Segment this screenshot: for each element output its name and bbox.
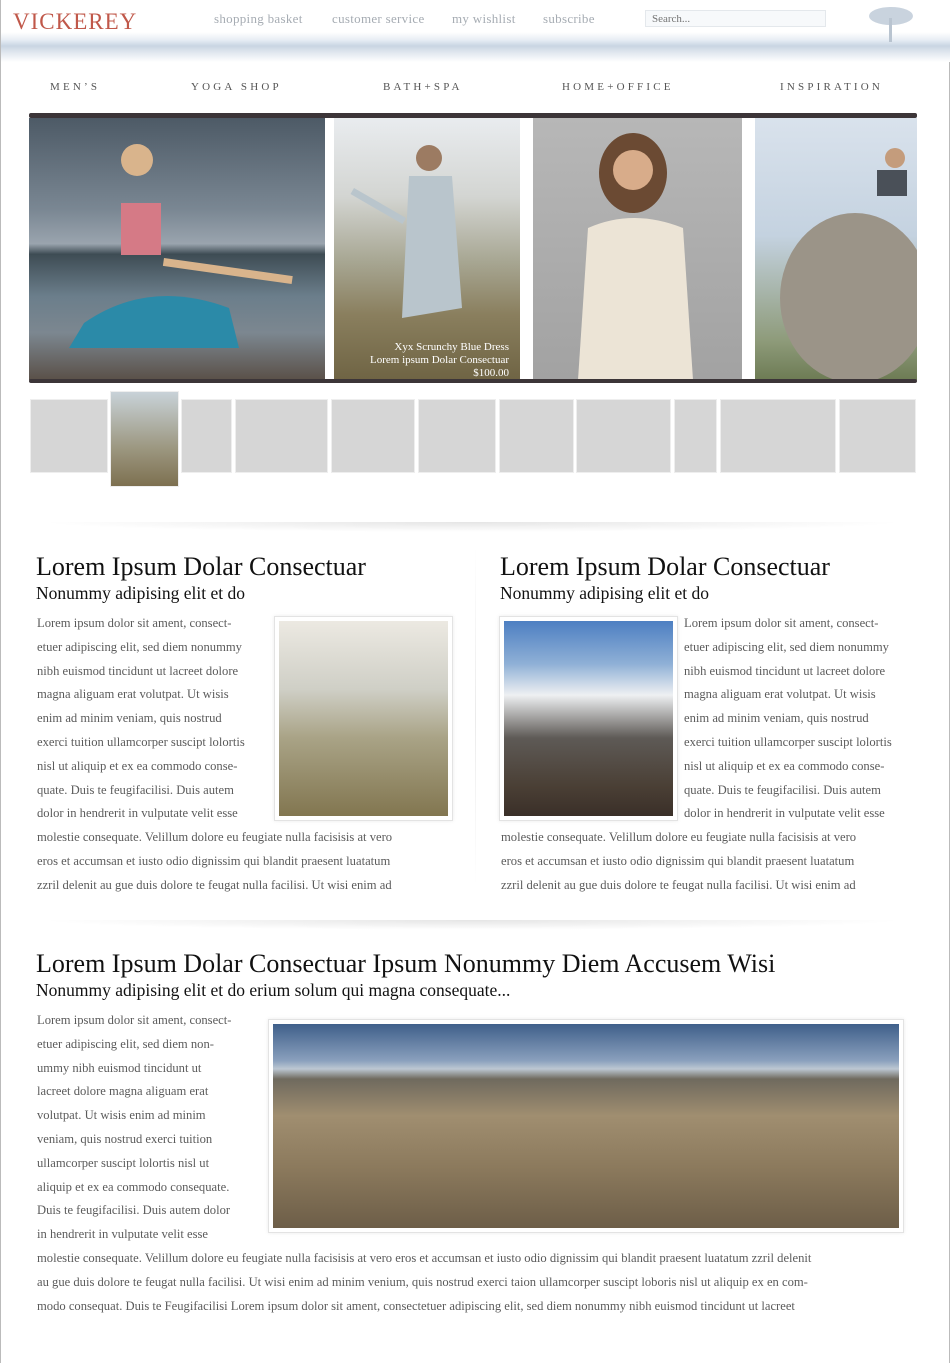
thumbnail-active[interactable] xyxy=(110,391,179,487)
section1-title: Lorem Ipsum Dolar Consectuar xyxy=(36,552,366,581)
section2-subtitle: Nonummy adipising elit et do xyxy=(500,583,710,603)
thumbnail[interactable] xyxy=(720,399,836,473)
section-divider xyxy=(37,920,907,930)
body-line: nibh euismod tincidunt ut lacreet dolore xyxy=(37,663,239,678)
hero-caption-price: $100.00 xyxy=(473,367,509,379)
body-line: Lorem ipsum dolor sit ament, consect- xyxy=(684,616,879,630)
thumbnail-strip xyxy=(30,399,916,487)
shopping-basket-link[interactable]: shopping basket xyxy=(214,11,303,26)
body-line: eros et accumsan et iusto odio dignissim qui blandit praesent luatatum xyxy=(37,853,391,868)
hero-image-yoga-lake[interactable] xyxy=(29,118,325,380)
body-line: zzril delenit au gue duis dolore te feugat nulla facilisi. Ut wisi enim ad xyxy=(37,877,392,892)
nav-yoga-shop[interactable]: YOGA SHOP xyxy=(191,81,282,93)
thumbnail[interactable] xyxy=(839,399,916,473)
section2-body xyxy=(501,612,892,898)
hero-caption-subtitle: Lorem ipsum Dolar Consectuar xyxy=(370,354,509,366)
nav-inspiration[interactable]: INSPIRATION xyxy=(780,81,884,93)
body-line: molestie consequate. Velillum dolore eu feugiate nulla facisisis at vero xyxy=(501,830,857,845)
body-line: au gue duis dolore te feugat nulla facilisi. Ut wisi enim ad minim venium, quis nostrud exerci taion ullamcorper suscipt loboris nisl ut aliquip ex en com- xyxy=(37,1274,808,1289)
thumbnail[interactable] xyxy=(331,399,415,473)
woman-figure-icon xyxy=(533,118,742,380)
thumbnail[interactable] xyxy=(235,399,328,473)
section3-subtitle: Nonummy adipising elit et do erium solum qui magna consequate... xyxy=(36,980,511,1000)
nav-mens[interactable]: MEN’S xyxy=(50,81,101,93)
subscribe-link[interactable]: subscribe xyxy=(543,11,595,26)
body-line: magna aliguam erat volutpat. Ut wisis xyxy=(684,687,876,702)
body-line: nibh euismod tincidunt ut lacreet dolore xyxy=(684,663,886,678)
thumbnail[interactable] xyxy=(576,399,671,473)
body-line: ullamcorper suscipt lolortis nisl ut xyxy=(37,1155,210,1170)
search-input[interactable] xyxy=(645,10,826,27)
body-line: lacreet dolore magna aliguam erat xyxy=(37,1084,209,1099)
thumbnail[interactable] xyxy=(30,399,108,473)
body-line: dolor in hendrerit in vulputate velit esse xyxy=(684,806,885,821)
body-line: nisl ut aliquip et ex ea commodo conse- xyxy=(37,758,238,773)
section1-subtitle: Nonummy adipising elit et do xyxy=(36,583,246,603)
body-line: dolor in hendrerit in vulputate velit esse xyxy=(37,806,238,821)
tree-icon xyxy=(861,4,921,44)
body-line: veniam, quis nostrud exerci tuition xyxy=(37,1131,213,1146)
body-line: exerci tuition ullamcorper suscipt lolortis xyxy=(37,734,245,749)
body-line: Lorem ipsum dolor sit ament, consect- xyxy=(37,616,232,630)
body-line: aliquip et ex ea commodo consequate. xyxy=(37,1179,230,1194)
body-line: molestie consequate. Velillum dolore eu feugiate nulla facisisis at vero eros et accumsan et iusto odio dignissim qui blandit praesent luatatum zzril delenit xyxy=(37,1250,812,1265)
customer-service-link[interactable]: customer service xyxy=(332,11,425,26)
body-line: quate. Duis te feugifacilisi. Duis autem xyxy=(684,782,881,797)
section2-title: Lorem Ipsum Dolar Consectuar xyxy=(500,552,830,581)
body-line: in hendrerit in vulputate velit esse xyxy=(37,1227,209,1242)
nav-bath-spa[interactable]: BATH+SPA xyxy=(383,81,463,93)
body-line: Duis te feugifacilisi. Duis autem dolor xyxy=(37,1203,231,1218)
body-line: eros et accumsan et iusto odio dignissim qui blandit praesent luatatum xyxy=(501,853,855,868)
body-line: ummy nibh euismod tincidunt ut xyxy=(37,1060,202,1075)
body-line: nisl ut aliquip et ex ea commodo conse- xyxy=(684,758,885,773)
wishlist-link[interactable]: my wishlist xyxy=(452,11,516,26)
logo[interactable]: VICKEREY xyxy=(13,9,138,34)
thumbnail[interactable] xyxy=(499,399,574,473)
section3-body xyxy=(37,1009,811,1318)
section3-title: Lorem Ipsum Dolar Consectuar Ipsum Nonummy Diem Accusem Wisi xyxy=(36,949,776,978)
body-line: molestie consequate. Velillum dolore eu feugiate nulla facisisis at vero xyxy=(37,830,393,845)
column-divider xyxy=(475,546,476,886)
rock-icon xyxy=(755,118,917,380)
thumbnail[interactable] xyxy=(674,399,717,473)
hero-bottom-stroke xyxy=(29,379,917,383)
body-line: etuer adipiscing elit, sed diem nonummy xyxy=(684,639,889,654)
thumbnail[interactable] xyxy=(418,399,496,473)
yoga-figure-icon xyxy=(29,118,325,380)
hero-image-rock[interactable] xyxy=(755,118,917,380)
body-line: enim ad minim veniam, quis nostrud xyxy=(684,711,869,726)
body-line: zzril delenit au gue duis dolore te feugat nulla facilisi. Ut wisi enim ad xyxy=(501,877,856,892)
thumbnail[interactable] xyxy=(181,399,232,473)
body-line: Lorem ipsum dolor sit ament, consect- xyxy=(37,1013,232,1027)
body-line: quate. Duis te feugifacilisi. Duis autem xyxy=(37,782,234,797)
section-divider xyxy=(37,522,907,532)
hero-caption xyxy=(349,341,509,380)
body-line: enim ad minim veniam, quis nostrud xyxy=(37,711,222,726)
body-line: etuer adipiscing elit, sed diem nonummy xyxy=(37,639,242,654)
body-line: exerci tuition ullamcorper suscipt lolortis xyxy=(684,734,892,749)
body-line: etuer adipiscing elit, sed diem non- xyxy=(37,1036,214,1051)
body-line: volutpat. Ut wisis enim ad minim xyxy=(37,1108,206,1123)
hero-image-smiling-woman[interactable] xyxy=(533,118,742,380)
body-line: magna aliguam erat volutpat. Ut wisis xyxy=(37,687,229,702)
nav-home-office[interactable]: HOME+OFFICE xyxy=(562,81,674,93)
hero-banner[interactable] xyxy=(29,113,917,383)
body-line: modo consequat. Duis te Feugifacilisi Lorem ipsum dolor sit ament, consectetuer adipiscing elit, sed diem nonummy nibh euismod tincidunt ut lacreet xyxy=(37,1298,795,1313)
section1-body xyxy=(37,612,392,898)
hero-caption-title: Xyx Scrunchy Blue Dress xyxy=(394,341,509,353)
